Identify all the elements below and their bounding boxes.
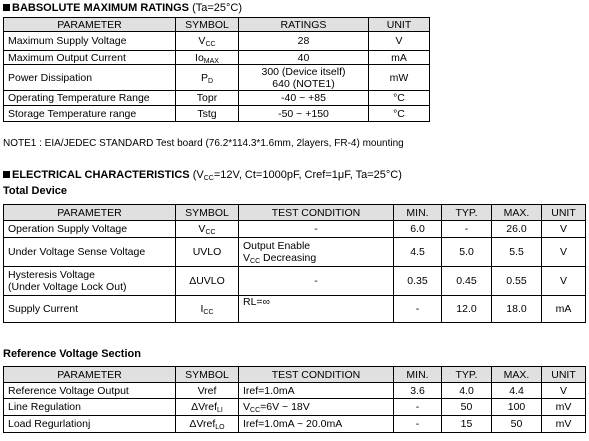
abs-param: Storage Temperature range [4,106,176,122]
elec-min: - [394,296,442,323]
abs-param: Maximum Supply Voltage [4,32,176,51]
abs-unit: °C [369,106,430,122]
table-row [4,65,430,91]
abs-symbol: $Io_{MAX}$ [176,51,239,65]
elec-header-parameter: PARAMETER [4,205,176,221]
elec-min: 4.5 [394,238,442,267]
elec-max: 26.0 [492,221,542,238]
elec-symbol: UVLO [176,238,239,267]
table-row [4,296,586,323]
elec-header-typ: TYP. [442,205,492,221]
abs-symbol: $V_{CC}$ [176,32,239,51]
abs-header-unit: UNIT [369,18,430,32]
abs-note: NOTE1 : EIA/JEDEC STANDARD Test board (76.2*114.3*1.6mm, 2layers, FR-4) mounting [3,138,404,149]
abs-rating: -40 ~ +85 [239,91,369,106]
ref-header-parameter: PARAMETER [4,367,176,383]
abs-rating: 300 (Device itself) 640 (NOTE1) [239,65,369,91]
elec-symbol: $V_{CC}$ [176,221,239,238]
table-row [4,51,430,65]
table-row [4,399,586,416]
elec-param: Supply Current [4,296,176,323]
ref-condition: $V_{CC}=6V$ ~ 18V [239,399,394,416]
elec-symbol: ΔUVLO [176,267,239,296]
ref-unit: V [542,383,586,399]
ref-min: 3.6 [394,383,442,399]
elec-max: 0.55 [492,267,542,296]
table-row [4,416,586,433]
elec-header-unit: UNIT [542,205,586,221]
abs-header-ratings: RATINGS [239,18,369,32]
abs-rating: 40 [239,51,369,65]
ref-section-title: Reference Voltage Section [3,348,141,360]
table-row [4,238,586,267]
ref-max: 50 [492,416,542,433]
table-row [4,383,586,399]
abs-rating: -50 ~ +150 [239,106,369,122]
elec-header-max: MAX. [492,205,542,221]
abs-max-table [3,17,430,122]
abs-param: Maximum Output Current [4,51,176,65]
ref-param: Load Regurlationj [4,416,176,433]
abs-header-symbol: SYMBOL [176,18,239,32]
abs-section-title: BABSOLUTE MAXIMUM RATINGS (Ta=25°C) [3,2,242,14]
elec-typ: 5.0 [442,238,492,267]
ref-header-typ: TYP. [442,367,492,383]
ref-symbol: Vref [176,383,239,399]
ref-param: Line Regulation [4,399,176,416]
ref-max: 100 [492,399,542,416]
abs-header-parameter: PARAMETER [4,18,176,32]
elec-param: Hysteresis Voltage (Under Voltage Lock Out) [4,267,176,296]
abs-unit: mW [369,65,430,91]
ref-min: - [394,416,442,433]
ref-header-symbol: SYMBOL [176,367,239,383]
ref-typ: 15 [442,416,492,433]
elec-param: Operation Supply Voltage [4,221,176,238]
ref-header-unit: UNIT [542,367,586,383]
abs-rating: 28 [239,32,369,51]
abs-unit: °C [369,91,430,106]
elec-header-condition: TEST CONDITION [239,205,394,221]
table-row [4,221,586,238]
elec-unit: V [542,238,586,267]
elec-condition: - [239,267,394,296]
ref-min: - [394,399,442,416]
table-row [4,267,586,296]
elec-condition: RL=∞ [239,296,394,323]
elec-typ: 12.0 [442,296,492,323]
ref-typ: 50 [442,399,492,416]
abs-unit: mA [369,51,430,65]
ref-condition: Iref=1.0mA [239,383,394,399]
ref-condition: Iref=1.0mA ~ 20.0mA [239,416,394,433]
table-row [4,106,430,122]
abs-param: Operating Temperature Range [4,91,176,106]
elec-unit: V [542,267,586,296]
abs-symbol: Tstg [176,106,239,122]
ref-unit: mV [542,399,586,416]
elec-unit: mA [542,296,586,323]
ref-typ: 4.0 [442,383,492,399]
elec-max: 18.0 [492,296,542,323]
elec-min: 0.35 [394,267,442,296]
ref-symbol: ΔVref$_{LO}$ [176,416,239,433]
elec-symbol: $I_{CC}$ [176,296,239,323]
abs-param: Power Dissipation [4,65,176,91]
section-bullet-icon [3,171,10,178]
section-bullet-icon [3,4,10,11]
elec-min: 6.0 [394,221,442,238]
abs-symbol: $P_D$ [176,65,239,91]
elec-param: Under Voltage Sense Voltage [4,238,176,267]
elec-char-table [3,204,586,323]
abs-symbol: Topr [176,91,239,106]
ref-header-min: MIN. [394,367,442,383]
ref-max: 4.4 [492,383,542,399]
elec-max: 5.5 [492,238,542,267]
ref-header-max: MAX. [492,367,542,383]
ref-voltage-table [3,366,586,433]
ref-header-condition: TEST CONDITION [239,367,394,383]
total-device-title: Total Device [3,185,67,197]
elec-section-title: ELECTRICAL CHARACTERISTICS ($V_{CC}=12V$, Ct=1000pF, Cref=1μF, Ta=25°C) [3,169,402,181]
ref-param: Reference Voltage Output [4,383,176,399]
elec-typ: 0.45 [442,267,492,296]
elec-typ: - [442,221,492,238]
abs-unit: V [369,32,430,51]
elec-condition: - [239,221,394,238]
elec-condition: Output Enable $V_{CC}$ Decreasing [239,238,394,267]
table-row [4,32,430,51]
ref-unit: mV [542,416,586,433]
table-row [4,91,430,106]
elec-header-symbol: SYMBOL [176,205,239,221]
elec-header-min: MIN. [394,205,442,221]
elec-unit: V [542,221,586,238]
ref-symbol: ΔVref$_{LI}$ [176,399,239,416]
